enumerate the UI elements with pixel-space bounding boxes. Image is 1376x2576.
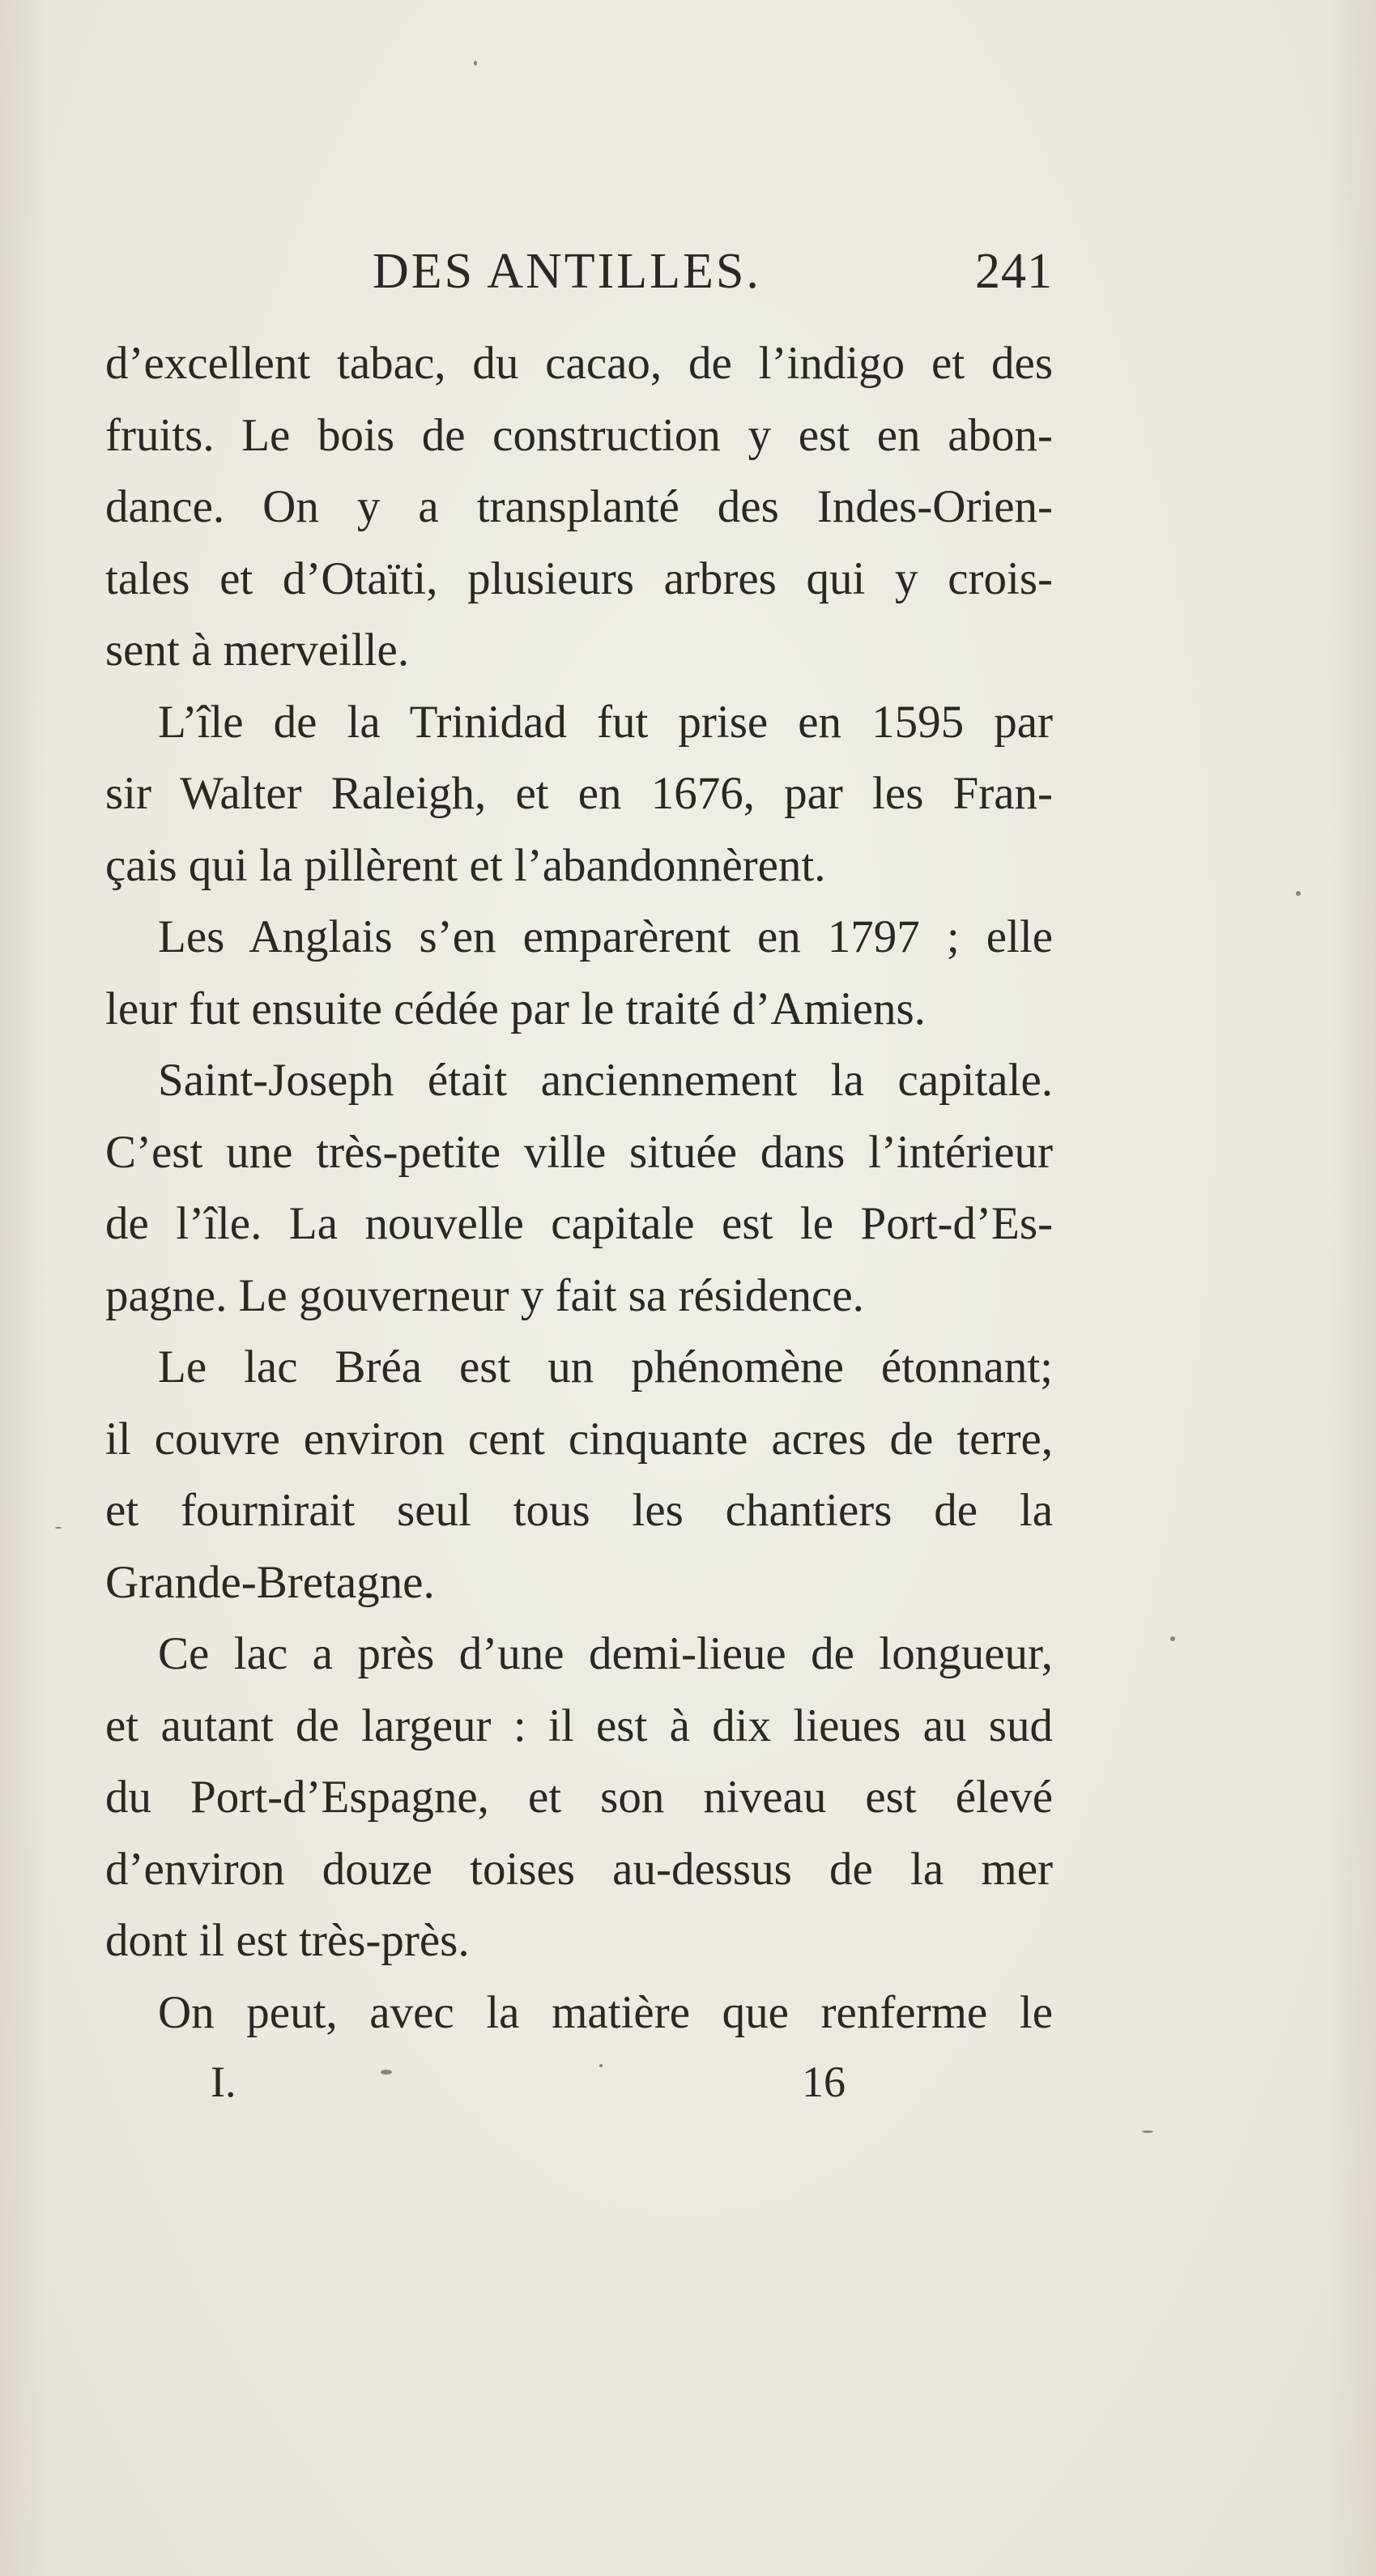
text-line: çais qui la pillèrent et l’abandonnèrent. — [105, 839, 826, 891]
running-header — [105, 243, 1053, 328]
signature-gathering: 16 — [802, 2058, 846, 2106]
body-text — [105, 328, 1053, 2049]
page-edge-shade-right — [1327, 0, 1376, 2576]
text-line: et autant de largeur : il est à dix lieues au sud — [105, 1700, 1053, 1751]
running-head-title: DES ANTILLES. — [373, 244, 761, 299]
paper-speck — [1296, 891, 1301, 896]
text-line: tales et d’Otaïti, plusieurs arbres qui y crois- — [105, 552, 1053, 604]
signature-volume: I. — [211, 2058, 236, 2106]
text-line: pagne. Le gouverneur y fait sa résidence. — [105, 1269, 864, 1321]
page-text-block — [105, 243, 1053, 2130]
signature-mark — [105, 2057, 1053, 2130]
paper-speck — [1170, 1636, 1175, 1641]
text-line: dont il est très-près. — [105, 1915, 470, 1966]
text-line: leur fut ensuite cédée par le traité d’Amiens. — [105, 983, 926, 1034]
text-line: d’environ douze toises au-dessus de la mer — [105, 1843, 1053, 1895]
text-line: d’excellent tabac, du cacao, de l’indigo et des — [105, 338, 1053, 389]
text-line: Ce lac a près d’une demi-lieue de longueur, — [158, 1628, 1053, 1679]
text-line: Le lac Bréa est un phénomène étonnant; — [158, 1341, 1053, 1392]
text-line: de l’île. La nouvelle capitale est le Port-d’Es- — [105, 1198, 1053, 1249]
text-line: Grande-Bretagne. — [105, 1556, 435, 1608]
text-line: On peut, avec la matière que renferme le — [158, 1986, 1053, 2038]
text-line: il couvre environ cent cinquante acres de terre, — [105, 1413, 1053, 1465]
text-line: et fournirait seul tous les chantiers de la — [105, 1485, 1053, 1536]
text-line: L’île de la Trinidad fut prise en 1595 par — [158, 696, 1053, 748]
text-line: Saint-Joseph était anciennement la capitale. — [158, 1055, 1053, 1106]
paper-speck — [1142, 2130, 1153, 2133]
text-line: sent à merveille. — [105, 625, 410, 676]
paper-speck — [55, 1527, 62, 1529]
text-line: sir Walter Raleigh, et en 1676, par les Fran- — [105, 768, 1053, 819]
text-line: Les Anglais s’en emparèrent en 1797 ; elle — [158, 911, 1053, 962]
paper-speck — [599, 2064, 603, 2067]
page-number: 241 — [975, 244, 1053, 299]
paper-speck — [474, 61, 477, 66]
paper-speck — [381, 2070, 392, 2075]
text-line: du Port-d’Espagne, et son niveau est élevé — [105, 1772, 1053, 1823]
text-line: fruits. Le bois de construction y est en abon- — [105, 409, 1053, 461]
text-line: dance. On y a transplanté des Indes-Orien- — [105, 481, 1053, 532]
page-edge-shade-left — [0, 0, 49, 2576]
text-line: C’est une très-petite ville située dans l’intérieur — [105, 1126, 1053, 1178]
